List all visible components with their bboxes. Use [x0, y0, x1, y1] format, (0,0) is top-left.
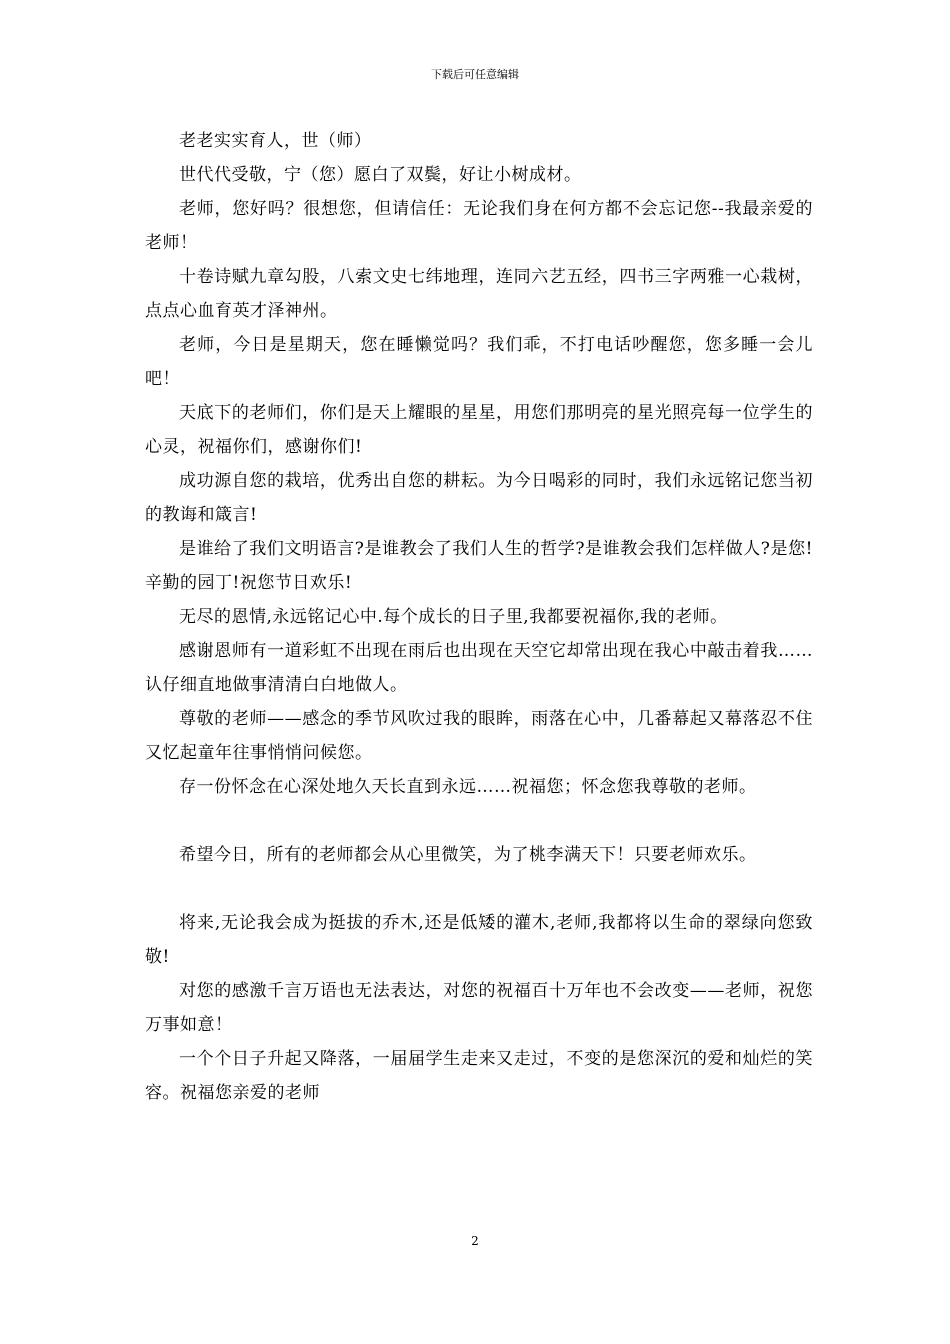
paragraph: 感谢恩师有一道彩虹不出现在雨后也出现在天空它却常出现在我心中敲击着我……认仔细直地做事清清白白地做人。 — [145, 641, 813, 695]
paragraph: 成功源自您的栽培，优秀出自您的耕耘。为今日喝彩的同时，我们永远铭记您当初的教诲和箴言! — [145, 471, 813, 525]
blank-line — [145, 872, 813, 906]
paragraph: 尊敬的老师——感念的季节风吹过我的眼眸，雨落在心中，几番幕起又幕落忍不住又忆起童年往事悄悄问候您。 — [145, 709, 813, 763]
paragraph: 无尽的恩情,永远铭记心中.每个成长的日子里,我都要祝福你,我的老师。 — [179, 607, 728, 627]
paragraph: 是谁给了我们文明语言?是谁教会了我们人生的哲学?是谁教会我们怎样做人?是您!辛勤的园丁!祝您节日欢乐! — [145, 539, 813, 593]
blank-line — [145, 804, 813, 838]
document-body — [145, 124, 813, 1110]
paragraph: 一个个日子升起又降落，一届届学生走来又走过，不变的是您深沉的爱和灿烂的笑容。祝福您亲爱的老师 — [145, 1049, 813, 1103]
paragraph: 对您的感激千言万语也无法表达，对您的祝福百十万年也不会改变——老师，祝您万事如意！ — [145, 981, 813, 1035]
paragraph: 老师，您好吗？很想您，但请信任：无论我们身在何方都不会忘记您--我最亲爱的老师！ — [145, 199, 813, 253]
paragraph: 十卷诗赋九章勾股，八索文史七纬地理，连同六艺五经，四书三字两雅一心栽树，点点心血育英才泽神州。 — [145, 267, 813, 321]
paragraph: 将来,无论我会成为挺拔的乔木,还是低矮的灌木,老师,我都将以生命的翠绿向您致敬! — [145, 913, 813, 967]
paragraph: 存一份怀念在心深处地久天长直到永远……祝福您；怀念您我尊敬的老师。 — [179, 777, 757, 797]
paragraph: 天底下的老师们，你们是天上耀眼的星星，用您们那明亮的星光照亮每一位学生的心灵，祝福你们，感谢你们! — [145, 403, 813, 457]
paragraph: 世代代受敬，宁（您）愿白了双鬓，好让小树成材。 — [179, 165, 582, 185]
paragraph: 老师，今日是星期天，您在睡懒觉吗？我们乖，不打电话吵醒您，您多睡一会儿吧！ — [145, 335, 813, 389]
paragraph: 希望今日，所有的老师都会从心里微笑，为了桃李满天下！只要老师欢乐。 — [179, 845, 757, 865]
page-header: 下载后可任意编辑 — [431, 68, 519, 81]
paragraph: 老老实实育人，世（师） — [179, 131, 372, 151]
page-number: 2 — [471, 1234, 479, 1248]
